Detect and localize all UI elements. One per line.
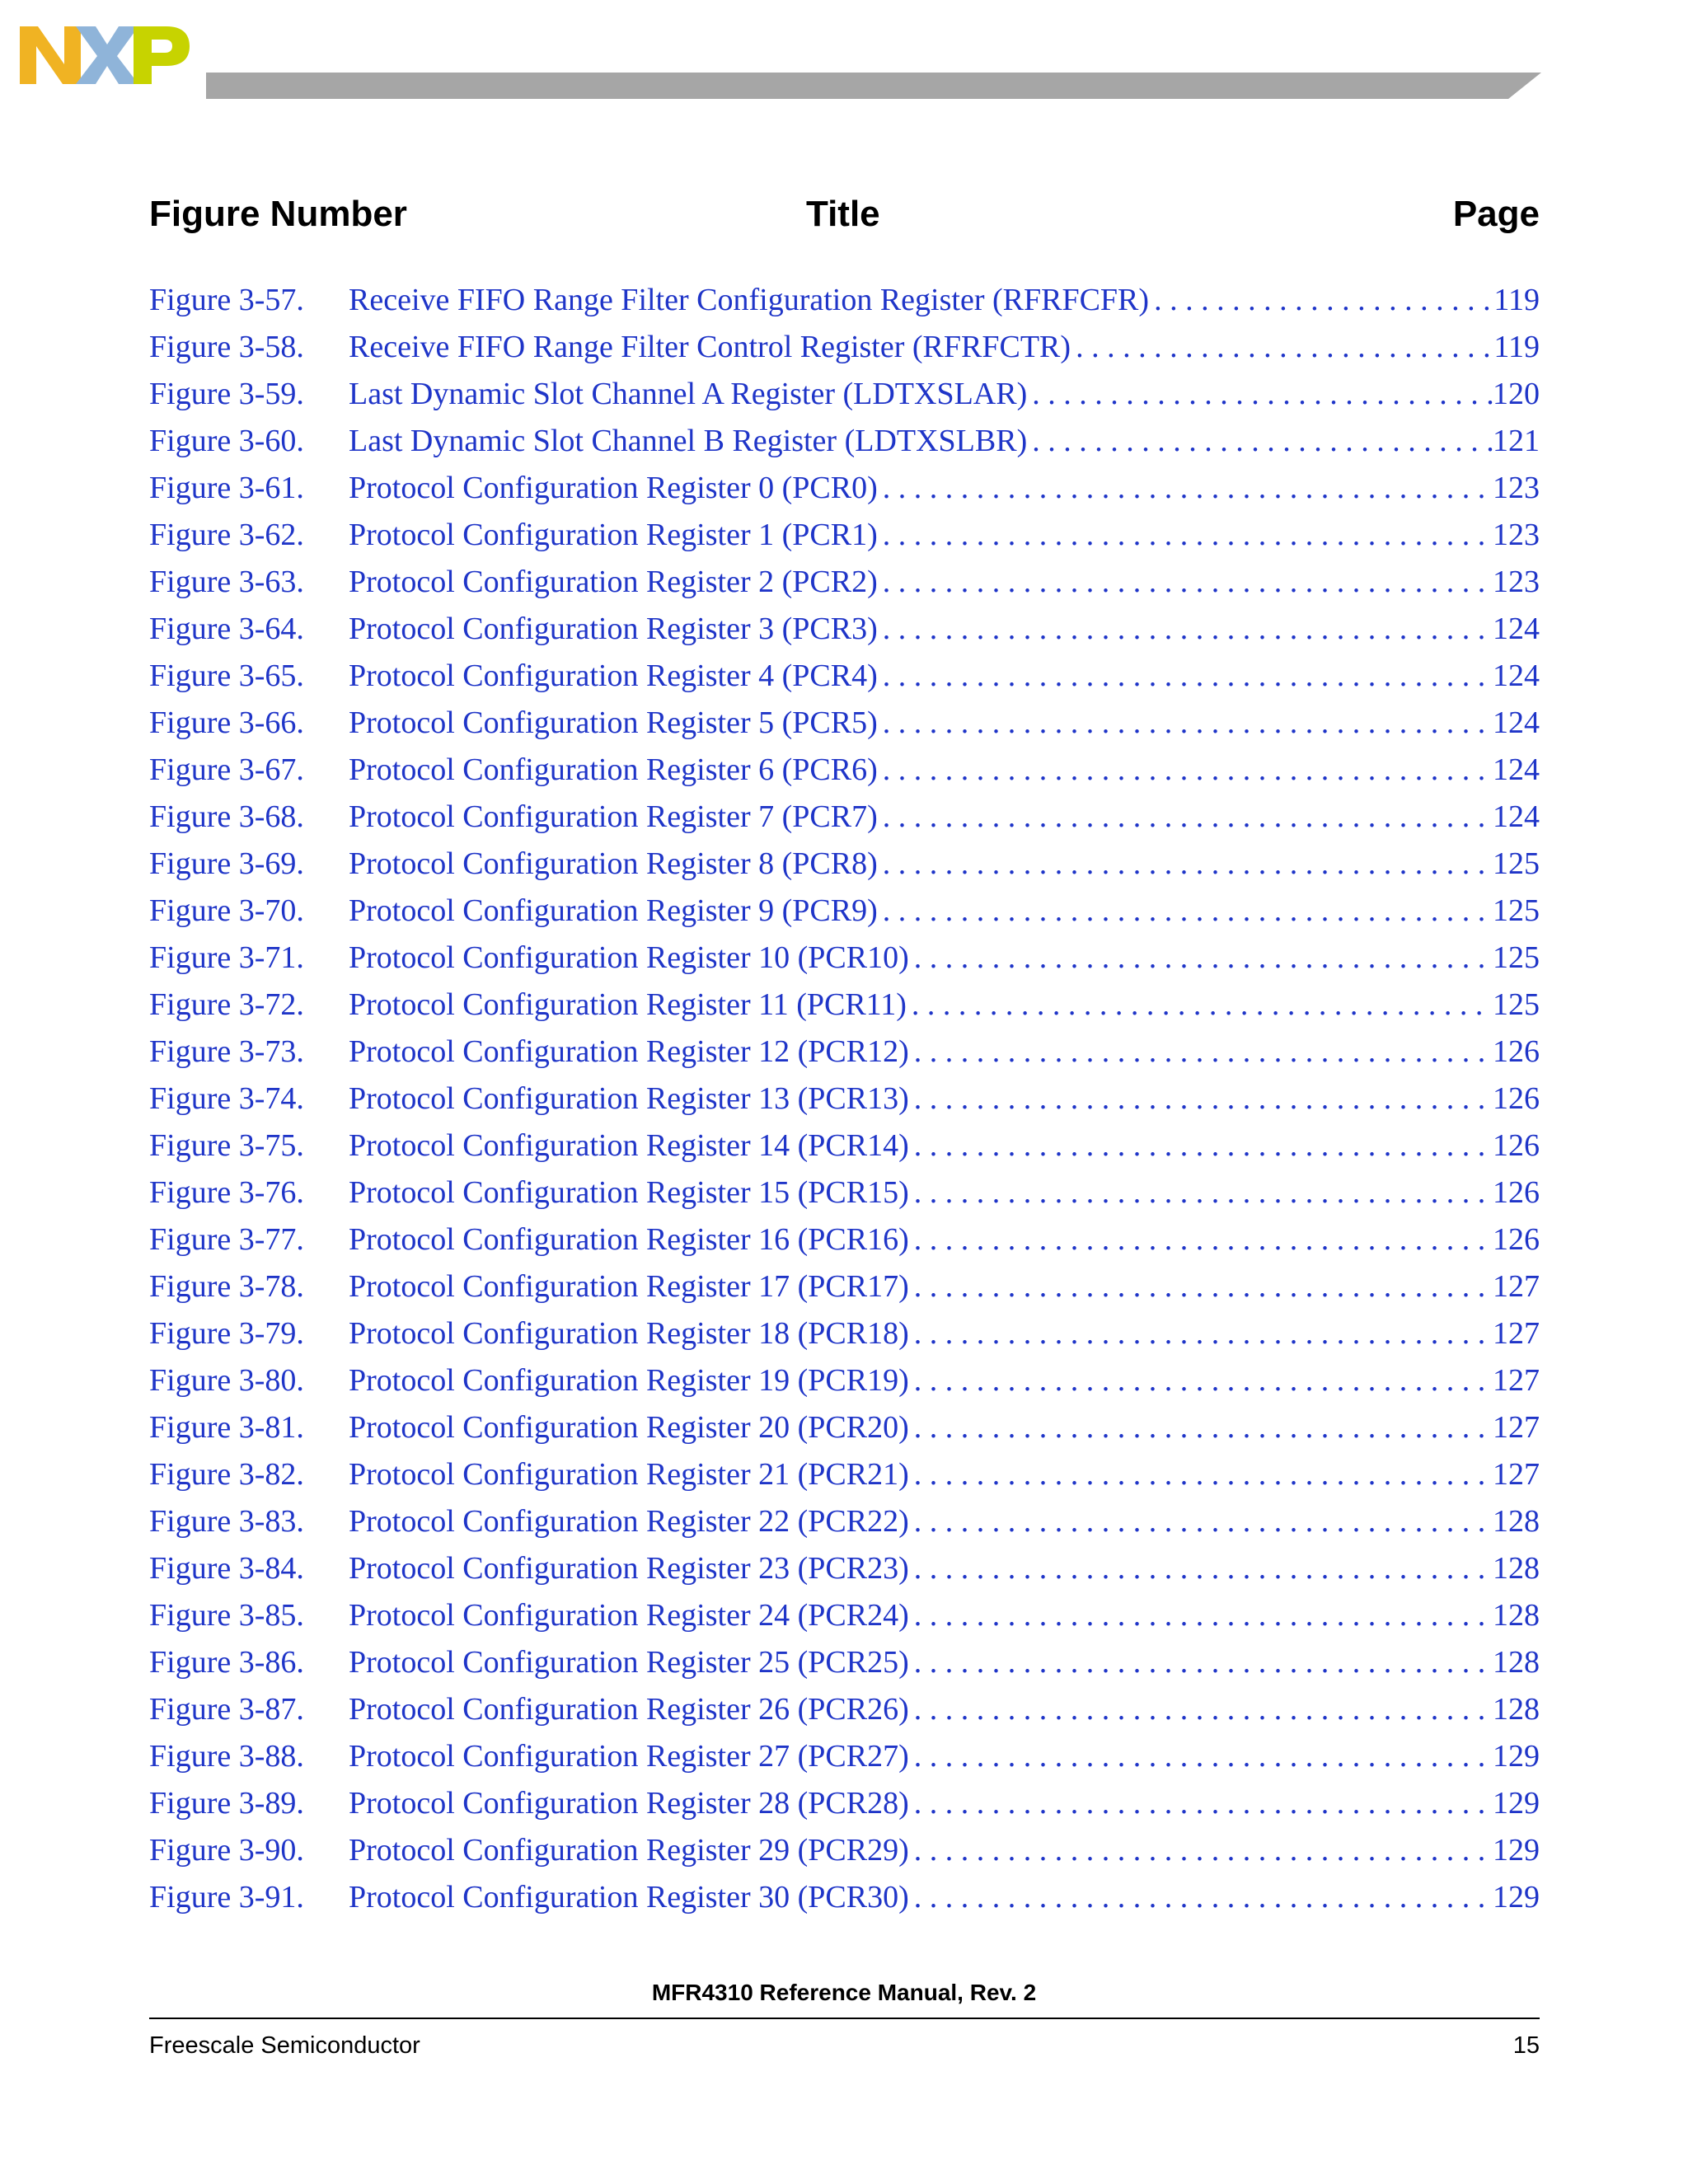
column-heading-page: Page (1452, 194, 1540, 234)
toc-entry-leader-dots (909, 1076, 1493, 1122)
toc-entry-title[interactable]: Protocol Configuration Register 21 (PCR21) (349, 1457, 909, 1492)
toc-entry-page[interactable]: 125 (1493, 987, 1540, 1022)
toc-entry-page[interactable]: 125 (1493, 846, 1540, 881)
toc-entry-page[interactable]: 121 (1493, 424, 1540, 458)
toc-entry[interactable] (149, 1076, 1540, 1122)
toc-entry-page[interactable]: 129 (1493, 1739, 1540, 1774)
toc-entry-number[interactable]: Figure 3-59. (149, 377, 304, 411)
toc-entry-title[interactable]: Protocol Configuration Register 26 (PCR26) (349, 1692, 909, 1727)
toc-entry[interactable] (149, 1592, 1540, 1639)
toc-entry-title[interactable]: Protocol Configuration Register 27 (PCR27) (349, 1739, 909, 1774)
toc-entry[interactable] (149, 1451, 1540, 1498)
column-heading-figure-number: Figure Number (149, 194, 407, 234)
toc-entry-number[interactable]: Figure 3-62. (149, 518, 304, 552)
toc-entry[interactable] (149, 1639, 1540, 1686)
nxp-logo (18, 23, 191, 87)
toc-entry-title[interactable]: Protocol Configuration Register 10 (PCR10) (349, 940, 909, 975)
toc-entry-page[interactable]: 119 (1493, 330, 1540, 364)
toc-entry-title[interactable]: Protocol Configuration Register 17 (PCR17) (349, 1269, 909, 1304)
toc-entry-leader-dots (909, 1263, 1493, 1310)
toc-entry-number[interactable]: Figure 3-66. (149, 705, 304, 740)
toc-entry-title[interactable]: Protocol Configuration Register 9 (PCR9) (349, 893, 878, 928)
toc-entry-leader-dots (909, 1545, 1493, 1592)
toc-entry-leader-dots (909, 1169, 1493, 1216)
toc-entry-number[interactable]: Figure 3-75. (149, 1128, 304, 1163)
toc-entry[interactable] (149, 747, 1540, 794)
toc-entry-page[interactable]: 125 (1493, 893, 1540, 928)
toc-entry[interactable] (149, 1827, 1540, 1874)
toc-entry-number[interactable]: Figure 3-78. (149, 1269, 304, 1304)
toc-entry-title[interactable]: Protocol Configuration Register 29 (PCR29) (349, 1833, 909, 1868)
toc-entry-number[interactable]: Figure 3-76. (149, 1175, 304, 1210)
toc-entry-number[interactable]: Figure 3-61. (149, 471, 304, 505)
toc-entry[interactable] (149, 841, 1540, 888)
toc-entry[interactable] (149, 982, 1540, 1029)
toc-entry-page[interactable]: 124 (1493, 658, 1540, 693)
toc-entry-number[interactable]: Figure 3-63. (149, 565, 304, 599)
toc-entry-title[interactable]: Last Dynamic Slot Channel B Register (LDTXSLBR) (349, 424, 1028, 458)
toc-entry[interactable] (149, 653, 1540, 700)
toc-entry[interactable] (149, 935, 1540, 982)
toc-entry-leader-dots (909, 1780, 1493, 1827)
toc-entry-leader-dots (878, 747, 1493, 794)
toc-entry-leader-dots (878, 794, 1493, 841)
toc-entry-leader-dots (909, 1827, 1493, 1874)
toc-entry-number[interactable]: Figure 3-83. (149, 1504, 304, 1539)
toc-entry-page[interactable]: 123 (1493, 518, 1540, 552)
toc-entry[interactable] (149, 512, 1540, 559)
toc-entry-title[interactable]: Protocol Configuration Register 1 (PCR1) (349, 518, 878, 552)
toc-entry-number[interactable]: Figure 3-89. (149, 1786, 304, 1821)
toc-entry-number[interactable]: Figure 3-79. (149, 1316, 304, 1351)
toc-entry-number[interactable]: Figure 3-86. (149, 1645, 304, 1680)
toc-entry-leader-dots (1027, 418, 1493, 465)
toc-entry-leader-dots (1149, 277, 1493, 324)
toc-entry-number[interactable]: Figure 3-58. (149, 330, 304, 364)
toc-entry-title[interactable]: Protocol Configuration Register 0 (PCR0) (349, 471, 878, 505)
toc-entry-leader-dots (909, 1498, 1493, 1545)
toc-entry-title[interactable]: Protocol Configuration Register 11 (PCR11) (349, 987, 907, 1022)
toc-entry[interactable] (149, 1404, 1540, 1451)
footer-company: Freescale Semiconductor (149, 2032, 420, 2059)
toc-entry-number[interactable]: Figure 3-87. (149, 1692, 304, 1727)
toc-entry[interactable] (149, 1122, 1540, 1169)
footer-rule (149, 2018, 1540, 2019)
toc-entry-page[interactable]: 129 (1493, 1880, 1540, 1915)
toc-entry-number[interactable]: Figure 3-65. (149, 658, 304, 693)
list-of-figures (149, 277, 1540, 1921)
toc-entry-title[interactable]: Protocol Configuration Register 13 (PCR13) (349, 1081, 909, 1116)
toc-entry-number[interactable]: Figure 3-57. (149, 283, 304, 317)
column-heading-title: Title (806, 194, 880, 234)
toc-entry[interactable] (149, 1498, 1540, 1545)
toc-entry-leader-dots (909, 1874, 1493, 1921)
toc-entry-title[interactable]: Protocol Configuration Register 23 (PCR23) (349, 1551, 909, 1586)
toc-entry-title[interactable]: Protocol Configuration Register 2 (PCR2) (349, 565, 878, 599)
toc-entry-leader-dots (909, 1733, 1493, 1780)
logo-p-shape (134, 26, 190, 84)
toc-entry-title[interactable]: Protocol Configuration Register 30 (PCR30) (349, 1880, 909, 1915)
toc-entry-leader-dots (909, 1029, 1493, 1076)
toc-entry-number[interactable]: Figure 3-73. (149, 1034, 304, 1069)
toc-entry-page[interactable]: 128 (1493, 1551, 1540, 1586)
logo-n-shape (20, 26, 81, 84)
toc-entry-leader-dots (878, 700, 1493, 747)
toc-entry[interactable] (149, 277, 1540, 324)
footer-manual-title: MFR4310 Reference Manual, Rev. 2 (651, 1980, 1037, 2005)
toc-entry[interactable] (149, 1310, 1540, 1357)
toc-entry-title[interactable]: Last Dynamic Slot Channel A Register (LDTXSLAR) (349, 377, 1028, 411)
toc-entry-number[interactable]: Figure 3-60. (149, 424, 304, 458)
toc-entry-page[interactable]: 127 (1493, 1410, 1540, 1445)
toc-entry-number[interactable]: Figure 3-70. (149, 893, 304, 928)
toc-entry-leader-dots (1071, 324, 1493, 371)
toc-entry[interactable] (149, 1733, 1540, 1780)
toc-entry-leader-dots (1027, 371, 1493, 418)
toc-entry-leader-dots (909, 1639, 1493, 1686)
toc-entry-number[interactable]: Figure 3-72. (149, 987, 304, 1022)
toc-entry-leader-dots (878, 888, 1493, 935)
toc-entry-number[interactable]: Figure 3-67. (149, 752, 304, 787)
toc-entry-title[interactable]: Protocol Configuration Register 14 (PCR14) (349, 1128, 909, 1163)
toc-entry-title[interactable]: Protocol Configuration Register 16 (PCR16) (349, 1222, 909, 1257)
toc-entry-title[interactable]: Protocol Configuration Register 6 (PCR6) (349, 752, 878, 787)
logo-x-shape (76, 26, 138, 84)
toc-entry-leader-dots (907, 982, 1493, 1029)
toc-entry-leader-dots (909, 1310, 1493, 1357)
toc-entry-leader-dots (878, 841, 1493, 888)
toc-entry[interactable] (149, 1029, 1540, 1076)
toc-entry-number[interactable]: Figure 3-69. (149, 846, 304, 881)
toc-entry[interactable] (149, 1357, 1540, 1404)
toc-entry-leader-dots (878, 512, 1493, 559)
toc-entry-page[interactable]: 129 (1493, 1786, 1540, 1821)
toc-entry-leader-dots (909, 1451, 1493, 1498)
toc-entry-page[interactable]: 126 (1493, 1081, 1540, 1116)
toc-entry-number[interactable]: Figure 3-84. (149, 1551, 304, 1586)
toc-entry-leader-dots (909, 1216, 1493, 1263)
toc-entry-leader-dots (909, 935, 1493, 982)
toc-entry-title[interactable]: Receive FIFO Range Filter Configuration Register (RFRFCFR) (349, 283, 1150, 317)
toc-entry[interactable] (149, 1169, 1540, 1216)
toc-entry-leader-dots (878, 465, 1493, 512)
toc-entry-page[interactable]: 127 (1493, 1363, 1540, 1398)
toc-entry-leader-dots (909, 1686, 1493, 1733)
toc-entry-page[interactable]: 128 (1493, 1692, 1540, 1727)
toc-entry-number[interactable]: Figure 3-74. (149, 1081, 304, 1116)
toc-entry-leader-dots (878, 653, 1493, 700)
toc-entry-title[interactable]: Protocol Configuration Register 20 (PCR20) (349, 1410, 909, 1445)
toc-entry[interactable] (149, 465, 1540, 512)
toc-entry-page[interactable]: 127 (1493, 1316, 1540, 1351)
toc-entry-leader-dots (909, 1122, 1493, 1169)
toc-entry-title[interactable]: Receive FIFO Range Filter Control Register (RFRFCTR) (349, 330, 1071, 364)
toc-entry-title[interactable]: Protocol Configuration Register 19 (PCR19) (349, 1363, 909, 1398)
toc-entry-page[interactable]: 128 (1493, 1598, 1540, 1633)
toc-entry[interactable] (149, 559, 1540, 606)
toc-entry[interactable] (149, 324, 1540, 371)
toc-entry-page[interactable]: 124 (1493, 705, 1540, 740)
toc-entry[interactable] (149, 1874, 1540, 1921)
toc-entry-leader-dots (878, 606, 1493, 653)
toc-entry-title[interactable]: Protocol Configuration Register 3 (PCR3) (349, 612, 878, 646)
toc-entry-page[interactable]: 128 (1493, 1645, 1540, 1680)
toc-entry-page[interactable]: 126 (1493, 1175, 1540, 1210)
toc-entry-page[interactable]: 120 (1493, 377, 1540, 411)
toc-entry-page[interactable]: 124 (1493, 799, 1540, 834)
toc-entry-page[interactable]: 125 (1493, 940, 1540, 975)
toc-entry-page[interactable]: 127 (1493, 1457, 1540, 1492)
toc-entry-page[interactable]: 123 (1493, 471, 1540, 505)
toc-entry-page[interactable]: 128 (1493, 1504, 1540, 1539)
toc-entry[interactable] (149, 888, 1540, 935)
toc-entry-title[interactable]: Protocol Configuration Register 28 (PCR28) (349, 1786, 909, 1821)
footer-page-number: 15 (1512, 2032, 1540, 2059)
header-bar (206, 73, 1541, 99)
toc-entry-leader-dots (909, 1404, 1493, 1451)
toc-entry[interactable] (149, 1780, 1540, 1827)
toc-entry-number[interactable]: Figure 3-68. (149, 799, 304, 834)
toc-entry-leader-dots (909, 1357, 1493, 1404)
toc-entry-title[interactable]: Protocol Configuration Register 24 (PCR24) (349, 1598, 909, 1633)
toc-entry-page[interactable]: 124 (1493, 752, 1540, 787)
toc-entry-title[interactable]: Protocol Configuration Register 4 (PCR4) (349, 658, 878, 693)
toc-entry[interactable] (149, 1686, 1540, 1733)
toc-entry-page[interactable]: 123 (1493, 565, 1540, 599)
toc-entry[interactable] (149, 1216, 1540, 1263)
toc-entry-number[interactable]: Figure 3-91. (149, 1880, 304, 1915)
toc-entry-page[interactable]: 126 (1493, 1222, 1540, 1257)
toc-entry-title[interactable]: Protocol Configuration Register 25 (PCR25) (349, 1645, 909, 1680)
toc-entry[interactable] (149, 700, 1540, 747)
toc-entry[interactable] (149, 606, 1540, 653)
toc-entry-title[interactable]: Protocol Configuration Register 15 (PCR15) (349, 1175, 909, 1210)
toc-entry-number[interactable]: Figure 3-90. (149, 1833, 304, 1868)
toc-entry[interactable] (149, 1545, 1540, 1592)
toc-entry[interactable] (149, 1263, 1540, 1310)
toc-entry-number[interactable]: Figure 3-88. (149, 1739, 304, 1774)
toc-entry-title[interactable]: Protocol Configuration Register 5 (PCR5) (349, 705, 878, 740)
toc-entry-leader-dots (909, 1592, 1493, 1639)
toc-entry-title[interactable]: Protocol Configuration Register 12 (PCR12) (349, 1034, 909, 1069)
toc-entry-page[interactable]: 127 (1493, 1269, 1540, 1304)
toc-entry-number[interactable]: Figure 3-85. (149, 1598, 304, 1633)
toc-entry-number[interactable]: Figure 3-71. (149, 940, 304, 975)
toc-entry-number[interactable]: Figure 3-82. (149, 1457, 304, 1492)
toc-entry-number[interactable]: Figure 3-64. (149, 612, 304, 646)
toc-entry[interactable] (149, 794, 1540, 841)
toc-entry[interactable] (149, 371, 1540, 418)
toc-entry-title[interactable]: Protocol Configuration Register 7 (PCR7) (349, 799, 878, 834)
toc-entry-page[interactable]: 126 (1493, 1128, 1540, 1163)
toc-entry-number[interactable]: Figure 3-80. (149, 1363, 304, 1398)
toc-entry-page[interactable]: 119 (1493, 283, 1540, 317)
toc-entry-page[interactable]: 129 (1493, 1833, 1540, 1868)
toc-entry-number[interactable]: Figure 3-77. (149, 1222, 304, 1257)
toc-entry-number[interactable]: Figure 3-81. (149, 1410, 304, 1445)
toc-entry-page[interactable]: 126 (1493, 1034, 1540, 1069)
toc-entry-title[interactable]: Protocol Configuration Register 8 (PCR8) (349, 846, 878, 881)
toc-entry-title[interactable]: Protocol Configuration Register 18 (PCR18) (349, 1316, 909, 1351)
toc-entry-title[interactable]: Protocol Configuration Register 22 (PCR22) (349, 1504, 909, 1539)
toc-entry[interactable] (149, 418, 1540, 465)
toc-entry-leader-dots (878, 559, 1493, 606)
toc-entry-page[interactable]: 124 (1493, 612, 1540, 646)
